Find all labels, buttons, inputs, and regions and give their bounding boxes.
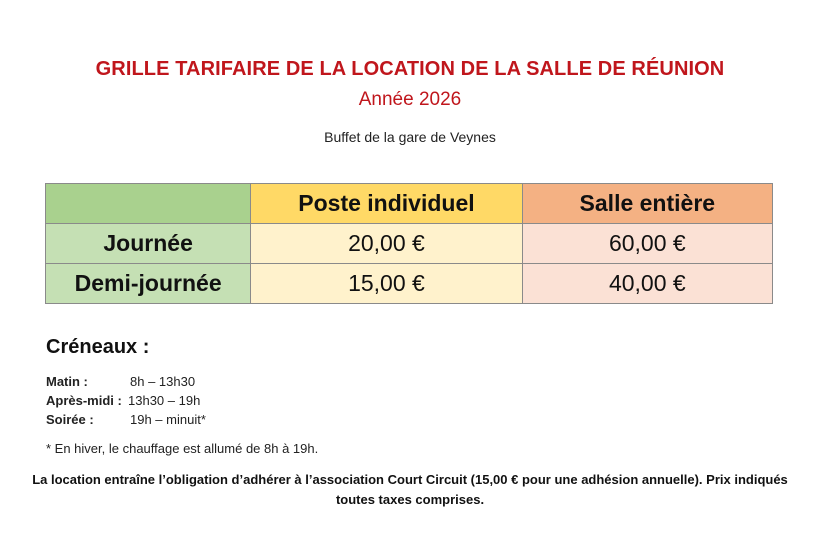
slot-time: 19h – minuit*	[130, 412, 206, 427]
header-corner-cell	[46, 184, 251, 224]
slot-label: Après-midi :	[46, 393, 122, 408]
slot-soiree	[46, 412, 206, 427]
price-journee-salle: 60,00 €	[522, 224, 772, 264]
slot-time: 8h – 13h30	[130, 374, 196, 389]
page-title: GRILLE TARIFAIRE DE LA LOCATION DE LA SALLE DE RÉUNION	[95, 58, 725, 80]
row-label-demi-journee: Demi-journée	[46, 264, 251, 304]
slot-matin	[46, 374, 195, 389]
slot-apres-midi	[46, 393, 200, 408]
creneaux-heading: Créneaux :	[46, 336, 150, 358]
price-demi-journee-salle: 40,00 €	[522, 264, 772, 304]
pricing-table	[45, 183, 773, 304]
row-label-journee: Journée	[46, 224, 251, 264]
year-subtitle: Année 2026	[358, 89, 462, 110]
price-demi-journee-poste: 15,00 €	[251, 264, 522, 304]
table-row	[46, 264, 773, 304]
venue-subtitle: Buffet de la gare de Veynes	[324, 129, 496, 145]
table-row	[46, 224, 773, 264]
slot-time: 13h30 – 19h	[128, 393, 201, 408]
table-header-row	[46, 184, 773, 224]
price-journee-poste: 20,00 €	[251, 224, 522, 264]
winter-note: * En hiver, le chauffage est allumé de 8h à 19h.	[46, 441, 319, 456]
header-poste-individuel: Poste individuel	[251, 184, 522, 224]
slot-label: Matin :	[46, 374, 88, 389]
slot-label: Soirée :	[46, 412, 94, 427]
header-salle-entiere: Salle entière	[522, 184, 772, 224]
membership-notice: La location entraîne l’obligation d’adhérer à l’association Court Circuit (15,00 € pour une adhésion annuelle). Prix indiqués toutes taxes comprises.	[32, 472, 788, 507]
